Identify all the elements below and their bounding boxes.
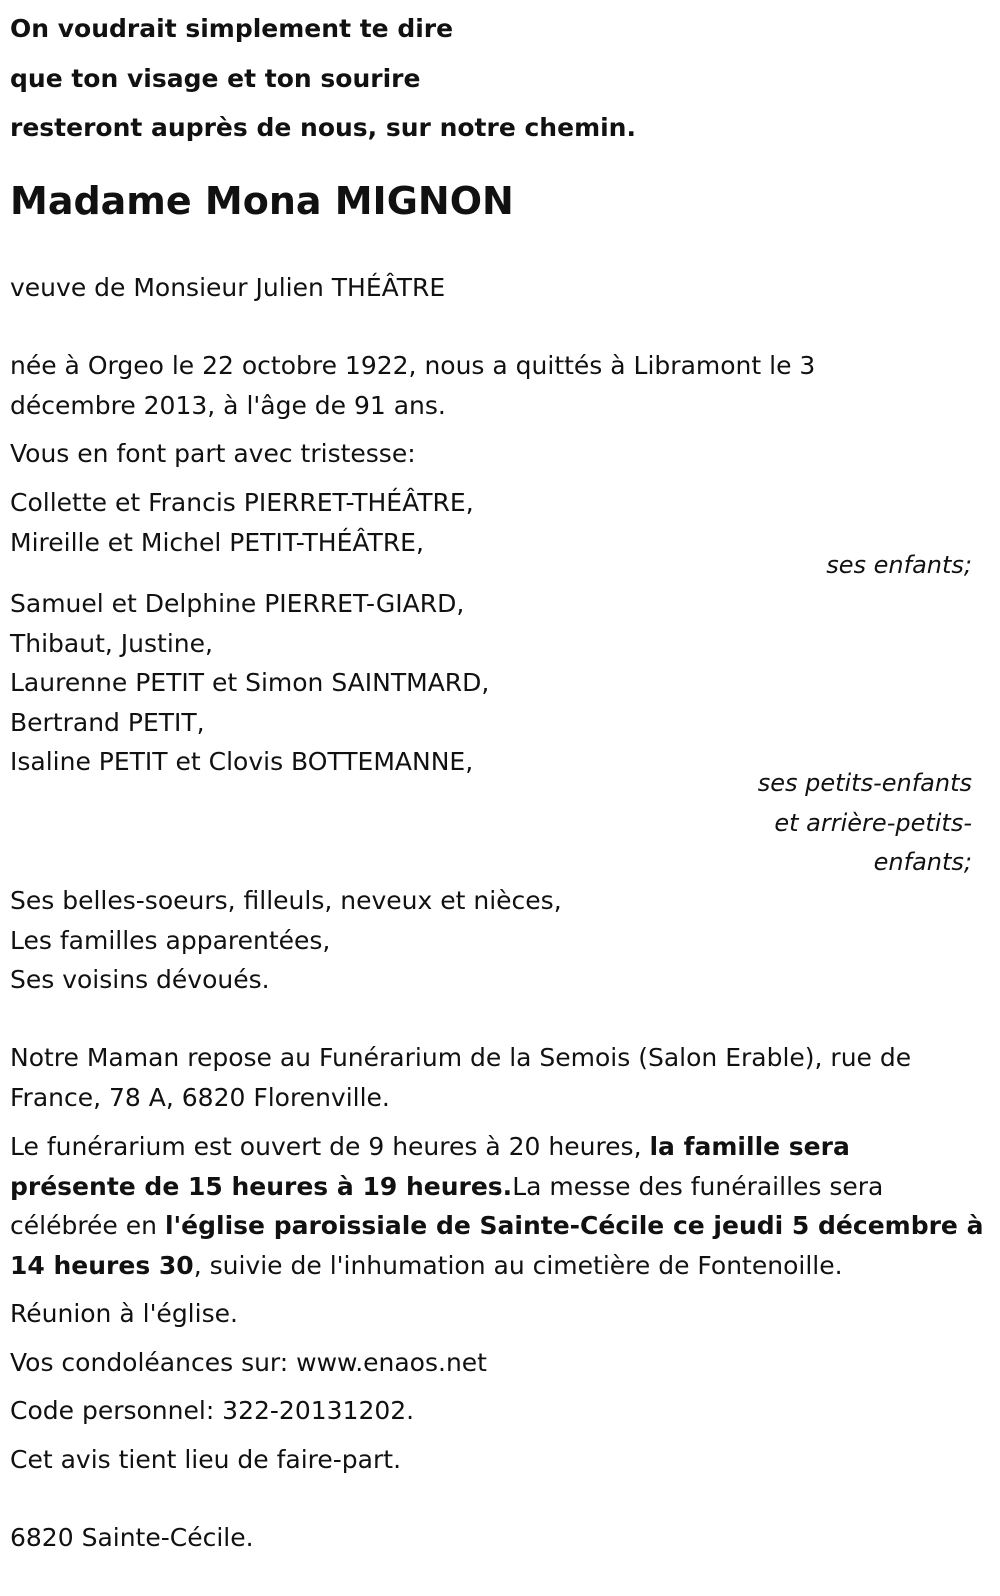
poem-line: On voudrait simplement te dire [10, 14, 454, 43]
widow-text: veuve de Monsieur Julien THÉÂTRE [10, 273, 446, 302]
poem-line: que ton visage et ton sourire [10, 63, 421, 93]
condoleances [10, 1343, 972, 1383]
deceased-name: Madame Mona MIGNON [10, 179, 514, 223]
announce-text: Vous en font part avec tristesse: [10, 439, 416, 468]
relation-line: ses petits-enfants [757, 769, 972, 797]
repose-line: France, 78 A, 6820 Florenville. [10, 1082, 390, 1112]
place [10, 1518, 972, 1558]
family-member: Isaline PETIT et Clovis BOTTEMANNE, [10, 747, 474, 776]
children-relation: ses enfants; [826, 551, 972, 579]
funeral-text: Le funérarium est ouvert de 9 heures à 20 heures, [10, 1132, 650, 1161]
family-member: Thibaut, Justine, [10, 628, 213, 658]
personal-code [10, 1391, 972, 1431]
funeral-line [10, 1206, 984, 1246]
others-list [10, 881, 972, 1000]
repose-info [10, 1038, 972, 1117]
faire-part-note [10, 1440, 972, 1480]
grandchildren-relation [758, 764, 972, 883]
family-member: Samuel et Delphine PIERRET-GIARD, [10, 589, 465, 618]
poem-line: resteront auprès de nous, sur notre chemin. [10, 113, 636, 142]
funeral-text: célébrée en [10, 1211, 165, 1240]
funeral-line [10, 1127, 972, 1167]
birth-line: née à Orgeo le 22 octobre 1922, nous a quittés à Libramont le 3 [10, 351, 816, 380]
code-text: Code personnel: 322-20131202. [10, 1396, 415, 1425]
faire-part-text: Cet avis tient lieu de faire-part. [10, 1445, 402, 1474]
funeral-highlight: l'église paroissiale de Sainte-Cécile ce jeudi 5 décembre à [164, 1211, 984, 1240]
family-member: Les familles apparentées, [10, 925, 331, 955]
funeral-line [10, 1167, 972, 1207]
funeral-highlight: la famille sera [649, 1132, 850, 1161]
funeral-text: La messe des funérailles sera [512, 1171, 884, 1201]
reunion [10, 1294, 972, 1334]
family-member: Bertrand PETIT, [10, 707, 205, 737]
funeral-info [10, 1127, 984, 1285]
family-member: Laurenne PETIT et Simon SAINTMARD, [10, 668, 490, 697]
birth-line: décembre 2013, à l'âge de 91 ans. [10, 390, 446, 420]
family-member: Collette et Francis PIERRET-THÉÂTRE, [10, 488, 474, 517]
family-member: Ses voisins dévoués. [10, 965, 270, 994]
widow-line [10, 268, 972, 308]
announce [10, 434, 972, 474]
funeral-text: , suivie de l'inhumation au cimetière de Fontenoille. [193, 1250, 843, 1280]
family-member: Mireille et Michel PETIT-THÉÂTRE, [10, 527, 424, 557]
relation-line: et arrière-petits- [774, 808, 972, 837]
reunion-text: Réunion à l'église. [10, 1299, 238, 1328]
funeral-line [10, 1246, 972, 1286]
poem [10, 4, 970, 153]
funeral-highlight: 14 heures 30 [10, 1250, 194, 1280]
place-text: 6820 Sainte-Cécile. [10, 1523, 254, 1552]
condoleances-text: Vos condoléances sur: www.enaos.net [10, 1348, 487, 1377]
grandchildren-list [10, 584, 972, 782]
family-member: Ses belles-soeurs, filleuls, neveux et nièces, [10, 886, 562, 915]
relation-line: enfants; [873, 848, 972, 876]
repose-line: Notre Maman repose au Funérarium de la Semois (Salon Erable), rue de [10, 1043, 912, 1072]
birth-info [10, 346, 972, 425]
funeral-highlight: présente de 15 heures à 19 heures. [10, 1171, 513, 1201]
